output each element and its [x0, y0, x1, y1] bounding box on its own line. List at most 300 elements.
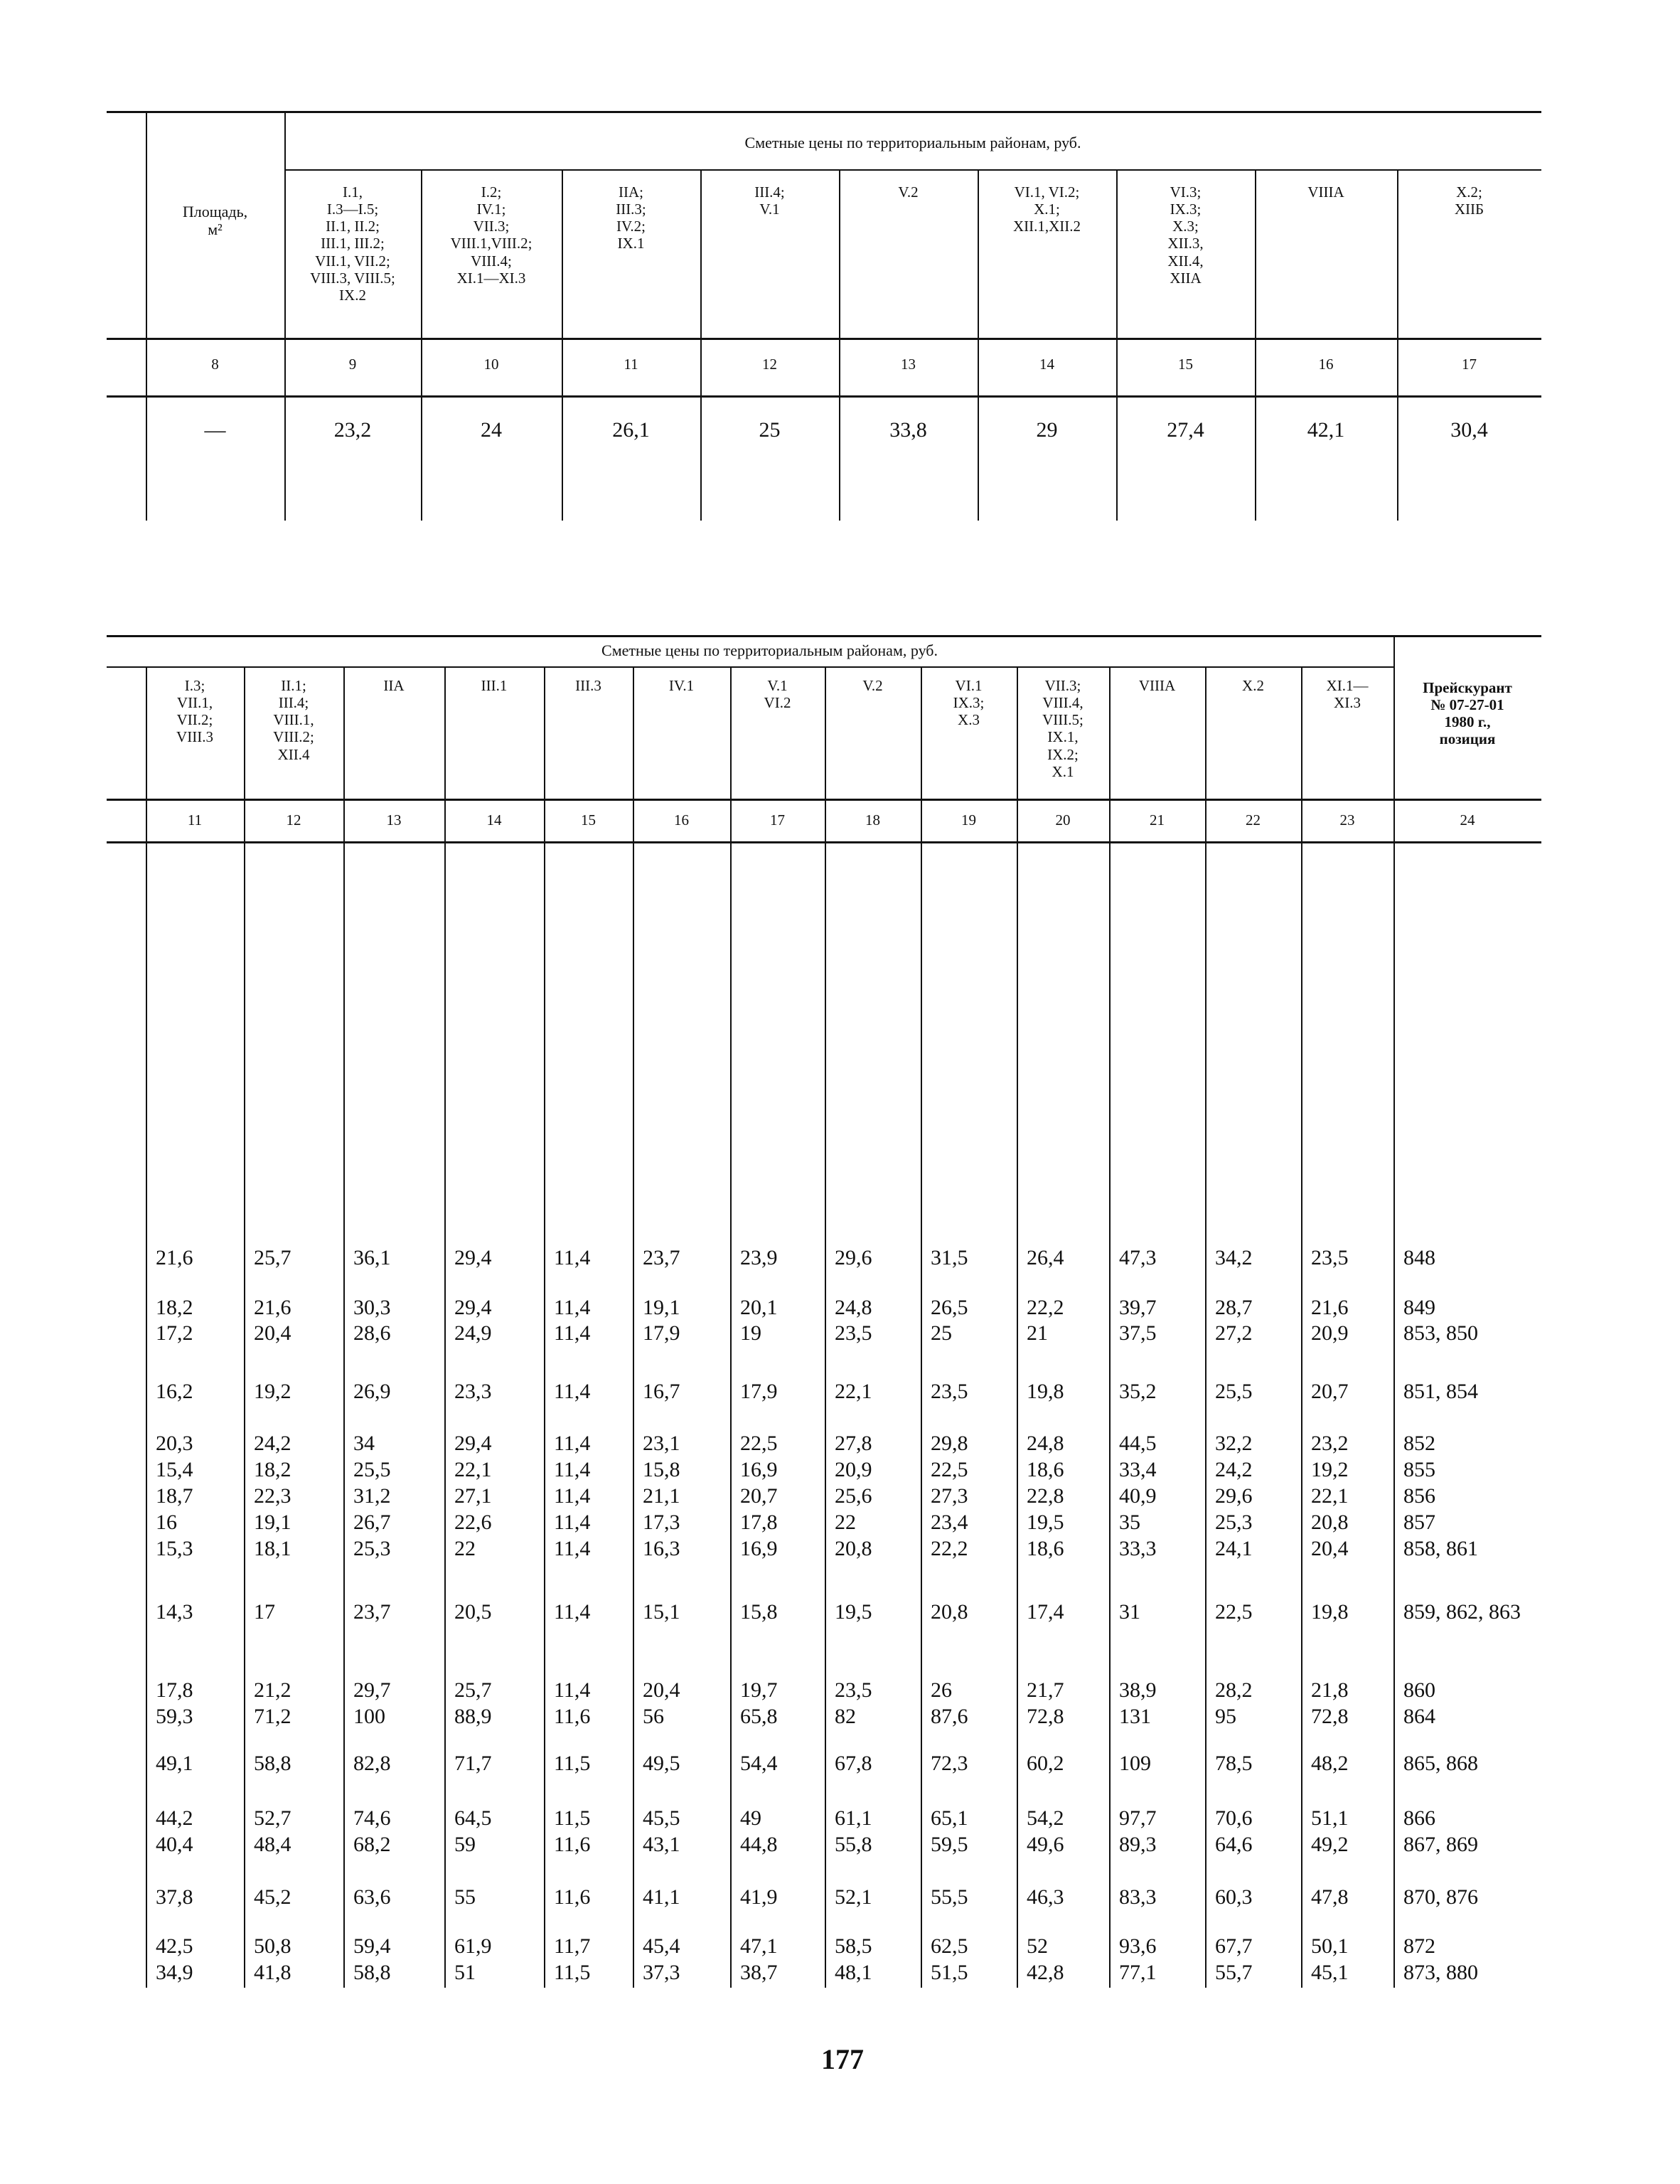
table2-cell: 19,1	[254, 1511, 291, 1534]
table2-cell: 54,4	[740, 1752, 778, 1775]
table2-cell: 35,2	[1119, 1380, 1157, 1403]
table2-cell: 29,7	[353, 1678, 391, 1702]
table2-cell: 15,3	[156, 1537, 193, 1560]
table1-column-divider	[839, 169, 840, 521]
table2-cell: 25,3	[353, 1537, 391, 1560]
table2-cell: 68,2	[353, 1833, 391, 1856]
table1-group-rule	[284, 169, 1541, 171]
table2-cell: 11,7	[554, 1934, 591, 1958]
table1-column-number: 11	[624, 356, 638, 373]
table2-cell: 77,1	[1119, 1961, 1157, 1984]
table2-cell: 89,3	[1119, 1833, 1157, 1856]
table1-column-number: 16	[1318, 356, 1334, 373]
table2-cell: 11,4	[554, 1511, 591, 1534]
table2-cell: 45,1	[1311, 1961, 1349, 1984]
table2-cell: 62,5	[931, 1934, 968, 1958]
table1-group-header: Сметные цены по территориальным районам, руб.	[744, 134, 1081, 151]
table2-cell: 35	[1119, 1511, 1140, 1534]
table2-cell: 19,5	[835, 1600, 872, 1624]
table2-cell: 16,9	[740, 1458, 778, 1481]
table2-cell: 46,3	[1027, 1885, 1064, 1909]
table2-cell: 23,4	[931, 1511, 968, 1534]
table2-cell: 45,4	[643, 1934, 680, 1958]
table2-cell: 47,8	[1311, 1885, 1349, 1909]
table2-column-number: 16	[674, 811, 689, 829]
table2-cell: 17,2	[156, 1321, 193, 1345]
table2-cell: 83,3	[1119, 1885, 1157, 1909]
table2-column-divider	[1393, 635, 1395, 1988]
table2-cell: 74,6	[353, 1806, 391, 1830]
table2-cell: 28,7	[1215, 1296, 1253, 1319]
table1-column-header: VI.1, VI.2; X.1; XII.1,XII.2	[1012, 183, 1081, 235]
table2-cell: 48,4	[254, 1833, 291, 1856]
table2-cell: 20,8	[835, 1537, 872, 1560]
table1-cell: 30,4	[1450, 418, 1488, 442]
table2-cell: 44,5	[1119, 1432, 1157, 1455]
table2-cell: 22,1	[454, 1458, 492, 1481]
table2-cell: 17,8	[740, 1511, 778, 1534]
table2-cell: 21	[1027, 1321, 1048, 1345]
table2-cell: 59,5	[931, 1833, 968, 1856]
table2-cell: 24,2	[1215, 1458, 1253, 1481]
table2-column-header: IV.1	[668, 677, 695, 694]
table2-cell: 63,6	[353, 1885, 391, 1909]
table2-cell: 48,1	[835, 1961, 872, 1984]
table2-column-header: III.3	[575, 677, 601, 694]
table2-column-divider	[1109, 666, 1111, 1988]
table2-cell: 23,7	[353, 1600, 391, 1624]
table2-cell: 60,2	[1027, 1752, 1064, 1775]
table1-column-divider	[284, 111, 286, 521]
table2-cell: 49,1	[156, 1752, 193, 1775]
table2-column-number: 23	[1339, 811, 1355, 829]
table2-cell: 22,5	[740, 1432, 778, 1455]
table2-cell: 24,1	[1215, 1537, 1253, 1560]
table1-numbers-rule	[107, 395, 1541, 398]
table2-cell: 22,5	[931, 1458, 968, 1481]
table2-column-divider	[343, 666, 345, 1988]
table2-cell: 33,3	[1119, 1537, 1157, 1560]
table2-cell: 21,7	[1027, 1678, 1064, 1702]
table2-cell: 19	[740, 1321, 761, 1345]
table2-cell: 51,1	[1311, 1806, 1349, 1830]
table2-cell: 41,1	[643, 1885, 680, 1909]
table2-cell: 17,9	[643, 1321, 680, 1345]
table2-cell: 97,7	[1119, 1806, 1157, 1830]
table2-cell: 21,2	[254, 1678, 291, 1702]
table2-cell: 18,6	[1027, 1458, 1064, 1481]
table2-column-divider	[444, 666, 446, 1988]
table1-column-header: VI.3; IX.3; X.3; XII.3, XII.4, XIIA	[1167, 183, 1204, 287]
table2-cell: 29,6	[1215, 1484, 1253, 1508]
table2-position-cell: 870, 876	[1403, 1885, 1478, 1909]
table2-cell: 82,8	[353, 1752, 391, 1775]
table2-cell: 20,4	[1311, 1537, 1349, 1560]
table2-cell: 24,8	[835, 1296, 872, 1319]
table2-cell: 72,3	[931, 1752, 968, 1775]
table2-cell: 55,8	[835, 1833, 872, 1856]
table2-cell: 26	[931, 1678, 952, 1702]
table2-cell: 58,8	[254, 1752, 291, 1775]
table2-column-divider	[921, 666, 922, 1988]
table2-column-number: 11	[187, 811, 203, 829]
table2-cell: 16,7	[643, 1380, 680, 1403]
table2-position-cell: 849	[1403, 1296, 1435, 1319]
table2-cell: 44,2	[156, 1806, 193, 1830]
table2-cell: 29,4	[454, 1246, 492, 1269]
table2-cell: 11,6	[554, 1705, 591, 1728]
table2-cell: 20,5	[454, 1600, 492, 1624]
table2-cell: 21,6	[254, 1296, 291, 1319]
table2-position-cell: 857	[1403, 1511, 1435, 1534]
table2-position-cell: 872	[1403, 1934, 1435, 1958]
table2-cell: 49,2	[1311, 1833, 1349, 1856]
table2-cell: 56	[643, 1705, 664, 1728]
table2-cell: 64,5	[454, 1806, 492, 1830]
table2-header-rule	[107, 799, 1541, 801]
table2-cell: 59,3	[156, 1705, 193, 1728]
table2-column-number: 21	[1150, 811, 1165, 829]
table2-column-header: XI.1— XI.3	[1326, 677, 1369, 712]
table2-cell: 24,2	[254, 1432, 291, 1455]
table2-cell: 67,8	[835, 1752, 872, 1775]
table2-cell: 20,9	[835, 1458, 872, 1481]
table2-cell: 11,6	[554, 1885, 591, 1909]
table2-cell: 34,9	[156, 1961, 193, 1984]
table2-cell: 21,6	[156, 1246, 193, 1269]
table2-cell: 54,2	[1027, 1806, 1064, 1830]
table1-top-rule	[107, 111, 1541, 113]
table2-cell: 19,2	[1311, 1458, 1349, 1481]
page-number: 177	[821, 2043, 864, 2075]
table2-cell: 15,4	[156, 1458, 193, 1481]
table2-cell: 17,9	[740, 1380, 778, 1403]
table2-cell: 45,5	[643, 1806, 680, 1830]
table2-cell: 29,4	[454, 1296, 492, 1319]
table2-cell: 19,8	[1027, 1380, 1064, 1403]
table2-cell: 25,3	[1215, 1511, 1253, 1534]
table2-cell: 25,7	[454, 1678, 492, 1702]
table2-position-cell: 867, 869	[1403, 1833, 1478, 1856]
table2-cell: 23,5	[1311, 1246, 1349, 1269]
table1-column-header: I.1, I.3—I.5; II.1, II.2; III.1, III.2; VII.1, VII.2; VIII.3, VIII.5; IX.2	[310, 183, 395, 304]
table2-cell: 19,2	[254, 1380, 291, 1403]
table2-position-cell: 865, 868	[1403, 1752, 1478, 1775]
table2-cell: 18,2	[156, 1296, 193, 1319]
table2-cell: 27,2	[1215, 1321, 1253, 1345]
table2-cell: 31	[1119, 1600, 1140, 1624]
table2-cell: 23,5	[835, 1678, 872, 1702]
table2-cell: 49,5	[643, 1752, 680, 1775]
table2-cell: 67,7	[1215, 1934, 1253, 1958]
table2-column-number: 12	[286, 811, 301, 829]
table2-cell: 23,5	[835, 1321, 872, 1345]
table2-column-header: V.1 VI.2	[764, 677, 791, 712]
table2-cell: 11,4	[554, 1600, 591, 1624]
table2-cell: 20,8	[1311, 1511, 1349, 1534]
table2-cell: 22,6	[454, 1511, 492, 1534]
table2-cell: 11,4	[554, 1321, 591, 1345]
table2-top-rule	[107, 635, 1541, 637]
table2-cell: 38,7	[740, 1961, 778, 1984]
table2-cell: 25,5	[353, 1458, 391, 1481]
table2-cell: 18,2	[254, 1458, 291, 1481]
table2-cell: 55,5	[931, 1885, 968, 1909]
table2-cell: 47,1	[740, 1934, 778, 1958]
table2-numbers-rule	[107, 841, 1541, 843]
table1-column-divider	[700, 169, 702, 521]
table2-cell: 25	[931, 1321, 952, 1345]
table2-cell: 29,8	[931, 1432, 968, 1455]
table2-cell: 30,3	[353, 1296, 391, 1319]
table2-column-divider	[1205, 666, 1207, 1988]
table2-cell: 41,9	[740, 1885, 778, 1909]
table2-column-number: 14	[486, 811, 502, 829]
table2-position-cell: 852	[1403, 1432, 1435, 1455]
table2-column-divider	[544, 666, 545, 1988]
table1-cell: 26,1	[612, 418, 650, 442]
table2-cell: 51	[454, 1961, 476, 1984]
table2-cell: 51,5	[931, 1961, 968, 1984]
table2-cell: 59,4	[353, 1934, 391, 1958]
table2-cell: 59	[454, 1833, 476, 1856]
table2-cell: 37,5	[1119, 1321, 1157, 1345]
table2-cell: 22,2	[931, 1537, 968, 1560]
table1-column-header: V.2	[898, 183, 919, 201]
table1-column-number: 15	[1178, 356, 1193, 373]
table2-cell: 131	[1119, 1705, 1151, 1728]
table1-cell: 33,8	[889, 418, 927, 442]
table2-cell: 109	[1119, 1752, 1151, 1775]
table2-position-cell: 858, 861	[1403, 1537, 1478, 1560]
table2-cell: 24,8	[1027, 1432, 1064, 1455]
table2-position-cell: 860	[1403, 1678, 1435, 1702]
table1-header-rule	[107, 338, 1541, 340]
table2-column-header: III.1	[481, 677, 508, 694]
table2-cell: 37,8	[156, 1885, 193, 1909]
table2-cell: 27,8	[835, 1432, 872, 1455]
table2-cell: 22,3	[254, 1484, 291, 1508]
table2-cell: 37,3	[643, 1961, 680, 1984]
table2-cell: 48,2	[1311, 1752, 1349, 1775]
table2-cell: 11,5	[554, 1806, 591, 1830]
table2-cell: 23,3	[454, 1380, 492, 1403]
table2-cell: 88,9	[454, 1705, 492, 1728]
table2-cell: 93,6	[1119, 1934, 1157, 1958]
table2-cell: 22,8	[1027, 1484, 1064, 1508]
table2-price-list-header: Прейскурант № 07-27-01 1980 г., позиция	[1423, 679, 1512, 748]
table2-cell: 39,7	[1119, 1296, 1157, 1319]
table2-column-header: V.2	[862, 677, 883, 694]
table2-cell: 18,1	[254, 1537, 291, 1560]
table1-cell: 29	[1036, 418, 1058, 442]
table2-position-cell: 873, 880	[1403, 1961, 1478, 1984]
table2-cell: 61,9	[454, 1934, 492, 1958]
table2-cell: 11,4	[554, 1678, 591, 1702]
table2-cell: 11,4	[554, 1380, 591, 1403]
table2-position-cell: 856	[1403, 1484, 1435, 1508]
table2-cell: 23,7	[643, 1246, 680, 1269]
table2-column-number: 24	[1460, 811, 1475, 829]
table2-cell: 11,4	[554, 1537, 591, 1560]
table2-cell: 22,5	[1215, 1600, 1253, 1624]
table1-column-header: X.2; XIIБ	[1454, 183, 1484, 218]
table2-cell: 71,7	[454, 1752, 492, 1775]
table2-column-number: 22	[1246, 811, 1261, 829]
table1-cell: 42,1	[1307, 418, 1345, 442]
table2-cell: 31,5	[931, 1246, 968, 1269]
table2-position-cell: 855	[1403, 1458, 1435, 1481]
table2-column-divider	[825, 666, 826, 1988]
table2-cell: 40,4	[156, 1833, 193, 1856]
table2-cell: 31,2	[353, 1484, 391, 1508]
table2-cell: 11,5	[554, 1961, 591, 1984]
table2-column-number: 15	[581, 811, 596, 829]
table2-cell: 71,2	[254, 1705, 291, 1728]
table2-cell: 19,5	[1027, 1511, 1064, 1534]
table2-cell: 15,8	[740, 1600, 778, 1624]
table2-cell: 22,1	[835, 1380, 872, 1403]
table2-cell: 27,1	[454, 1484, 492, 1508]
table2-cell: 32,2	[1215, 1432, 1253, 1455]
table2-cell: 11,4	[554, 1432, 591, 1455]
table1-column-number: 13	[901, 356, 916, 373]
table1-column-header: VIIIA	[1307, 183, 1344, 201]
table2-cell: 20,4	[254, 1321, 291, 1345]
table2-cell: 44,8	[740, 1833, 778, 1856]
table2-cell: 15,8	[643, 1458, 680, 1481]
table2-column-header: I.3; VII.1, VII.2; VIII.3	[176, 677, 213, 746]
table1-column-number: 17	[1462, 356, 1477, 373]
table1-column-number: 10	[483, 356, 499, 373]
table2-cell: 14,3	[156, 1600, 193, 1624]
table2-cell: 20,4	[643, 1678, 680, 1702]
table2-group-header: Сметные цены по территориальным районам, руб.	[601, 641, 938, 659]
table2-cell: 52,7	[254, 1806, 291, 1830]
table2-group-rule	[107, 666, 1393, 668]
table1-column-header: IIA; III.3; IV.2; IX.1	[616, 183, 646, 252]
table2-cell: 52,1	[835, 1885, 872, 1909]
table2-cell: 50,8	[254, 1934, 291, 1958]
table2-cell: 49	[740, 1806, 761, 1830]
table2-cell: 28,6	[353, 1321, 391, 1345]
table2-cell: 20,3	[156, 1432, 193, 1455]
table2-column-number: 18	[865, 811, 880, 829]
table2-column-number: 17	[770, 811, 785, 829]
table2-cell: 26,5	[931, 1296, 968, 1319]
table2-cell: 78,5	[1215, 1752, 1253, 1775]
table2-column-header: IIA	[383, 677, 405, 694]
table2-cell: 18,6	[1027, 1537, 1064, 1560]
table2-cell: 20,9	[1311, 1321, 1349, 1345]
table2-cell: 40,9	[1119, 1484, 1157, 1508]
table2-column-divider	[244, 666, 245, 1988]
table2-cell: 20,7	[1311, 1380, 1349, 1403]
table2-cell: 22,1	[1311, 1484, 1349, 1508]
table1-column-number: 9	[348, 356, 357, 373]
table2-cell: 25,7	[254, 1246, 291, 1269]
table2-cell: 27,3	[931, 1484, 968, 1508]
table1-cell: 24	[481, 418, 502, 442]
table2-cell: 64,6	[1215, 1833, 1253, 1856]
table2-cell: 100	[353, 1705, 385, 1728]
table1-column-number: 14	[1039, 356, 1054, 373]
table1-column-header: I.2; IV.1; VII.3; VIII.1,VIII.2; VIII.4; XI.1—XI.3	[450, 183, 533, 287]
table2-cell: 16,9	[740, 1537, 778, 1560]
table2-cell: 29,4	[454, 1432, 492, 1455]
table2-column-divider	[633, 666, 634, 1988]
table2-cell: 23,1	[643, 1432, 680, 1455]
table2-cell: 58,8	[353, 1961, 391, 1984]
table2-position-cell: 864	[1403, 1705, 1435, 1728]
table2-column-header: VI.1 IX.3; X.3	[953, 677, 985, 729]
table1-left-border	[146, 111, 147, 521]
table2-column-divider	[1301, 666, 1302, 1988]
table2-cell: 72,8	[1027, 1705, 1064, 1728]
table2-cell: 11,4	[554, 1458, 591, 1481]
table2-cell: 21,1	[643, 1484, 680, 1508]
table2-cell: 15,1	[643, 1600, 680, 1624]
table2-cell: 17,4	[1027, 1600, 1064, 1624]
table2-cell: 87,6	[931, 1705, 968, 1728]
table2-cell: 58,5	[835, 1934, 872, 1958]
table1-column-divider	[1255, 169, 1256, 521]
table2-cell: 61,1	[835, 1806, 872, 1830]
table2-cell: 34	[353, 1432, 375, 1455]
table2-column-header: VIIIA	[1138, 677, 1176, 694]
table2-cell: 72,8	[1311, 1705, 1349, 1728]
table2-cell: 34,2	[1215, 1246, 1253, 1269]
table2-cell: 22,2	[1027, 1296, 1064, 1319]
table2-left-border	[146, 666, 147, 1988]
table2-column-number: 19	[961, 811, 976, 829]
table2-position-cell: 853, 850	[1403, 1321, 1478, 1345]
table1-column-header: III.4; V.1	[754, 183, 785, 218]
table2-cell: 11,4	[554, 1246, 591, 1269]
table1-cell: 25	[759, 418, 781, 442]
table1-cell: 23,2	[333, 418, 372, 442]
table2-column-header: X.2	[1242, 677, 1264, 694]
table2-cell: 50,1	[1311, 1934, 1349, 1958]
table2-cell: 26,4	[1027, 1246, 1064, 1269]
table2-cell: 21,8	[1311, 1678, 1349, 1702]
table2-cell: 45,2	[254, 1885, 291, 1909]
table2-cell: 11,4	[554, 1296, 591, 1319]
table2-cell: 49,6	[1027, 1833, 1064, 1856]
table1-area-header: Площадь, м²	[182, 203, 248, 239]
table2-cell: 26,9	[353, 1380, 391, 1403]
table2-cell: 28,2	[1215, 1678, 1253, 1702]
table2-cell: 47,3	[1119, 1246, 1157, 1269]
table2-cell: 70,6	[1215, 1806, 1253, 1830]
table2-cell: 38,9	[1119, 1678, 1157, 1702]
table2-cell: 16,2	[156, 1380, 193, 1403]
table2-cell: 65,1	[931, 1806, 968, 1830]
table2-column-divider	[1017, 666, 1018, 1988]
table2-cell: 60,3	[1215, 1885, 1253, 1909]
table2-cell: 42,5	[156, 1934, 193, 1958]
table2-cell: 36,1	[353, 1246, 391, 1269]
table1-cell: 27,4	[1167, 418, 1204, 442]
table2-cell: 26,7	[353, 1511, 391, 1534]
table2-cell: 29,6	[835, 1246, 872, 1269]
table2-cell: 11,5	[554, 1752, 591, 1775]
table2-cell: 82	[835, 1705, 856, 1728]
table2-cell: 65,8	[740, 1705, 778, 1728]
table2-cell: 17,3	[643, 1511, 680, 1534]
table2-cell: 11,4	[554, 1484, 591, 1508]
table2-column-header: II.1; III.4; VIII.1, VIII.2; XII.4	[273, 677, 314, 763]
